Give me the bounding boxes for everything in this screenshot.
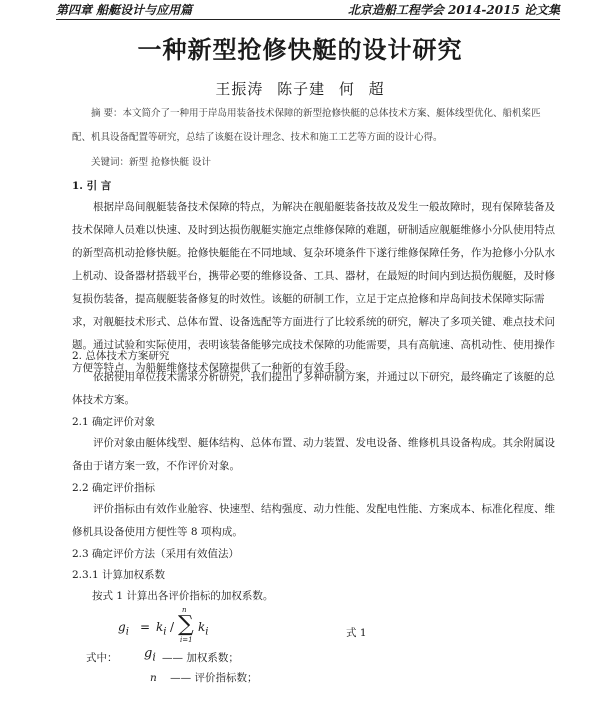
- formula-k: $k_i$: [156, 620, 167, 638]
- formula-sum-upper: n: [182, 606, 187, 614]
- formula-equals: =: [140, 620, 151, 634]
- formula-divide: /: [170, 620, 175, 634]
- where-symbol-g: $g_i$: [144, 646, 156, 664]
- section-2-2-heading: 2.2 确定评价指标: [72, 482, 156, 494]
- paper-title: 一种新型抢修快艇的设计研究: [137, 36, 463, 64]
- formula-sum-lower: i=1: [180, 636, 193, 644]
- running-head: [56, 0, 560, 18]
- section-2-1-body: 评价对象由艇体线型、艇体结构、总体布置、动力装置、发电设备、维修机具设备构成。其余附属设备由于诸方案一致，不作评价对象。: [72, 437, 555, 472]
- where-definition-g: —— 加权系数；: [162, 652, 239, 664]
- formula-lhs: $g_i$: [118, 620, 129, 638]
- where-n-line: [150, 670, 257, 685]
- keywords: 关键词：新型 抢修快艇 设计: [91, 157, 212, 168]
- section-2-body: 依据使用单位技术需求分析研究，我们提出了多种研制方案，并通过以下研究，最终确定了该艇的总体技术方案。: [72, 371, 555, 406]
- section-1-body: 根据岸岛间舰艇装备技术保障的特点，为解决在舰船艇装备技故及发生一般故障时，现有保障装备及技术保障人员难以快速、及时到达损伤舰艇实施定点维修保障的难题，研制适应舰艇维修小分队使用特点的新型高机动抢修快艇。抢修快艇能在不同地域、复杂环境条件下遂行维修保障任务，作为抢修小分队水上机动、设备器材搭载平台，携带必要的维修设备、工具、器材，在最短的时间内到达损伤舰艇，及时修复损伤装备，提高舰艇装备修复的时效性。该艇的研制工作，立足于定点抢修和岸岛间技术保障实际需求，对舰艇技术形式、总体布置、设备选配等方面进行了比较系统的研究，解决了多项关键、难点技术问题。通过试验和实际使用，表明该装备能够完成技术保障的功能需要，具有高航速、高机动性、使用操作方便等特点，为船艇维修技术保障提供了一种新的有效手段。: [72, 201, 555, 374]
- where-clause: [86, 646, 239, 665]
- running-head-chapter: 第四章 船艇设计与应用篇: [56, 3, 193, 17]
- section-1-heading: 1. 引 言: [72, 180, 112, 192]
- where-definition-n: —— 评价指标数；: [170, 672, 258, 684]
- section-2-1-heading: 2.1 确定评价对象: [72, 416, 156, 428]
- equation-number: 式 1: [346, 627, 367, 639]
- where-symbol-n: n: [150, 672, 157, 684]
- where-prefix: 式中：: [86, 652, 118, 664]
- section-2-2-body: 评价指标由有效作业舱容、快速型、结构强度、动力性能、发配电性能、方案成本、标准化程度、维修机具设备使用方便性等 8 项构成。: [72, 503, 555, 538]
- section-2-heading: 2. 总体技术方案研究: [72, 350, 170, 362]
- section-2-3-1-body: 按式 1 计算出各评价指标的加权系数。: [92, 590, 274, 602]
- section-2-3-heading: 2.3 确定评价方法（采用有效值法）: [72, 548, 240, 560]
- weight-formula: [118, 606, 238, 642]
- header-rule: [56, 19, 560, 20]
- abstract: 摘 要：本文简介了一种用于岸岛用装备技术保障的新型抢修快艇的总体技术方案、艇体线型优化、船机桨匹配、机具设备配置等研究，总结了该艇在设计理念、技术和施工工艺等方面的设计心得。: [72, 108, 541, 143]
- formula-sum-sign: ∑: [178, 612, 194, 637]
- author-list: 王振涛 陈子建 何 超: [215, 80, 385, 98]
- section-2-3-1-heading: 2.3.1 计算加权系数: [72, 569, 166, 581]
- formula-k-summand: $k_i$: [198, 620, 209, 638]
- running-head-proceedings: 北京造船工程学会 2014-2015 论文集: [347, 3, 560, 17]
